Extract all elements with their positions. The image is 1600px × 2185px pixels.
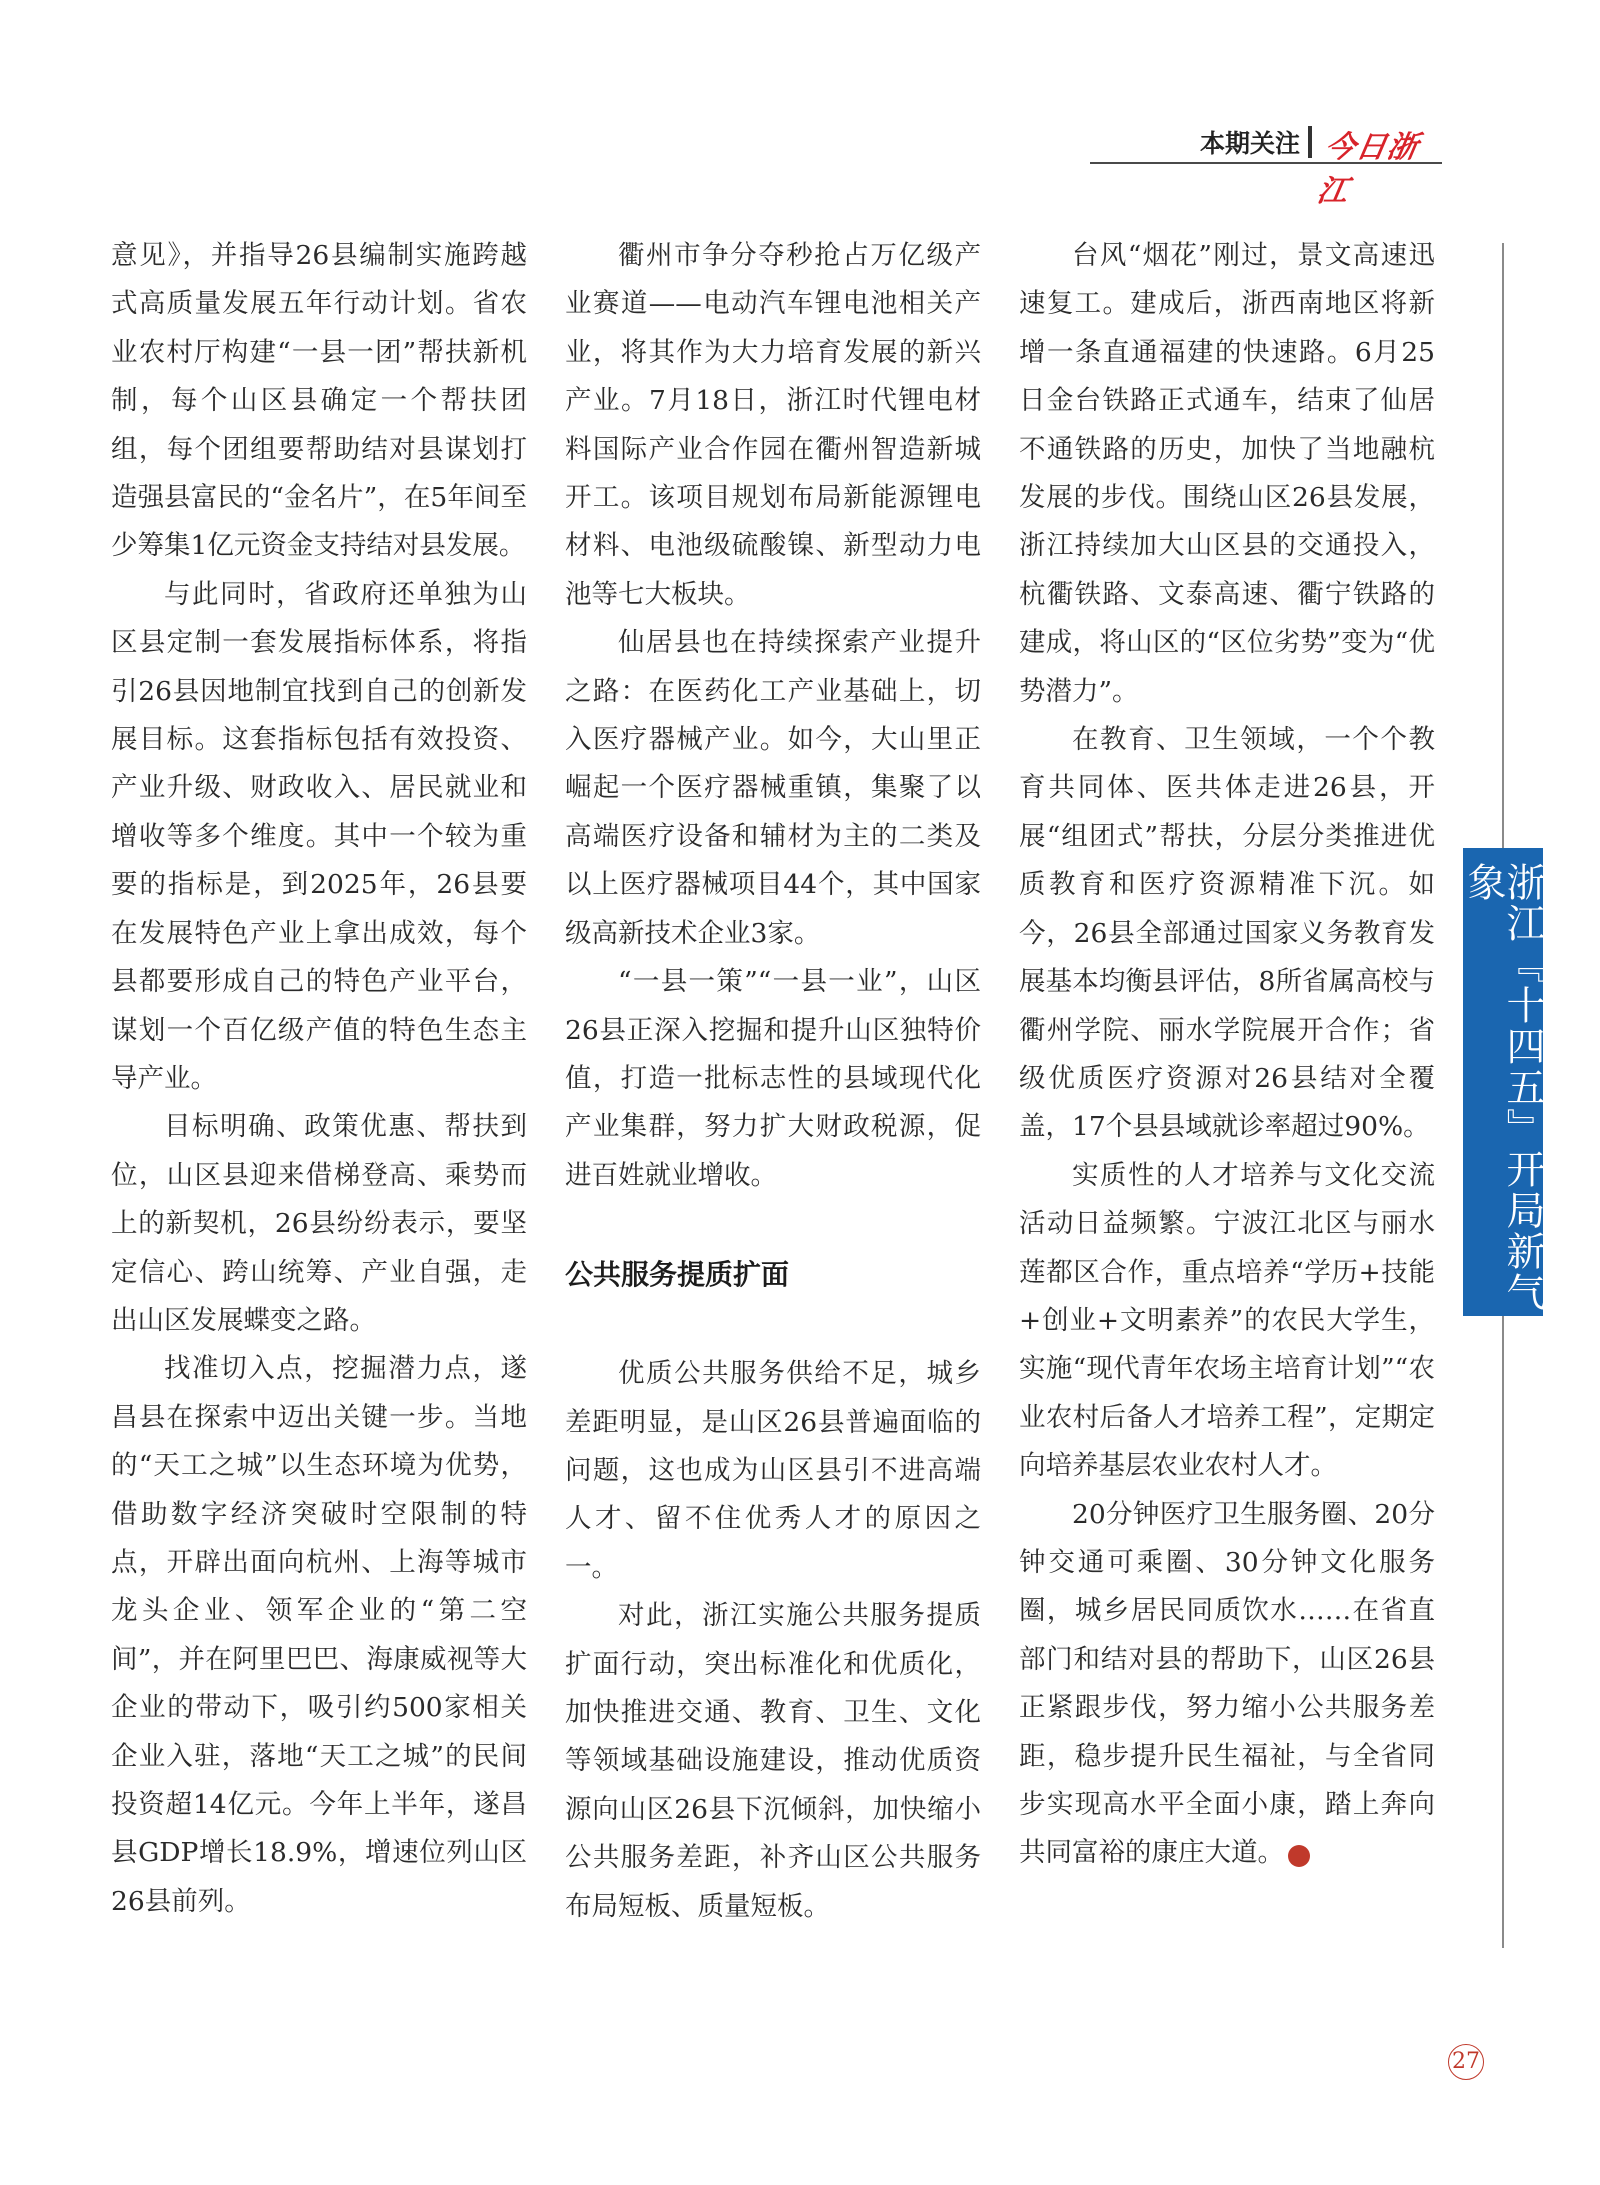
paragraph: 衢州市争分夺秒抢占万亿级产业赛道——电动汽车锂电池相关产业，将其作为大力培育发展的新兴产业。7月18日，浙江时代锂电材料国际产业合作园在衢州智造新城开工。该项目规划布局新能源锂电材料、电池级硫酸镍、新型动力电池等七大板块。 xyxy=(565,240,981,610)
section-heading: 公共服务提质扩面 xyxy=(565,1258,790,1292)
paragraph: 与此同时，省政府还单独为山区县定制一套发展指标体系，将指引26县因地制宜找到自己的创新发展目标。这套指标包括有效投资、产业升级、财政收入、居民就业和增收等多个维度。其中一个较为重要的指标是，到2025年，26县要在发展特色产业上拿出成效，每个县都要形成自己的特色产业平台，谋划一个百亿级产值的特色生态主导产业。 xyxy=(111,578,527,1094)
paragraph: 目标明确、政策优惠、帮扶到位，山区县迎来借梯登高、乘势而上的新契机，26县纷纷表示，要坚定信心、跨山统筹、产业自强，走出山区发展蝶变之路。 xyxy=(111,1111,527,1336)
text-column-2 xyxy=(565,232,981,1931)
text-column-3 xyxy=(1019,232,1435,1878)
side-tab-title: 浙江『十四五』开局新气象 xyxy=(1461,862,1545,1313)
end-mark-icon: 今 xyxy=(1288,1845,1310,1867)
header-section-title: 本期关注 xyxy=(1200,129,1301,158)
paragraph: 优质公共服务供给不足，城乡差距明显，是山区26县普遍面临的问题，这也成为山区县引不进高端人才、留不住优秀人才的原因之一。 xyxy=(565,1358,981,1583)
paragraph: 在教育、卫生领域，一个个教育共同体、医共体走进26县，开展“组团式”帮扶，分层分类推进优质教育和医疗资源精准下沉。如今，26县全部通过国家义务教育发展基本均衡县评估，8所省属高校与衢州学院、丽水学院展开合作；省级优质医疗资源对26县结对全覆盖，17个县县域就诊率超过90%。 xyxy=(1019,724,1435,1143)
text-column-1 xyxy=(111,232,527,1926)
side-section-tab xyxy=(1463,848,1543,1316)
paragraph: 仙居县也在持续探索产业提升之路：在医药化工产业基础上，切入医疗器械产业。如今，大山里正崛起一个医疗器械重镇，集聚了以高端医疗设备和辅材为主的二类及以上医疗器械项目44个，其中国家级高新技术企业3家。 xyxy=(565,627,981,949)
paragraph-last xyxy=(1019,1491,1435,1878)
page-header xyxy=(1090,122,1442,209)
paragraph: 对此，浙江实施公共服务提质扩面行动，突出标准化和优质化，加快推进交通、教育、卫生、文化等领域基础设施建设，推动优质资源向山区26县下沉倾斜，加快缩小公共服务差距，补齐山区公共服务布局短板、质量短板。 xyxy=(565,1600,981,1922)
paragraph: 找准切入点，挖掘潜力点，遂昌县在探索中迈出关键一步。当地的“天工之城”以生态环境为优势，借助数字经济突破时空限制的特点，开辟出面向杭州、上海等城市龙头企业、领军企业的“第二空间”，并在阿里巴巴、海康威视等大企业的带动下，吸引约500家相关企业入驻，落地“天工之城”的民间投资超14亿元。今年上半年，遂昌县GDP增长18.9%，增速位列山区26县前列。 xyxy=(111,1353,527,1917)
paragraph: 台风“烟花”刚过，景文高速迅速复工。建成后，浙西南地区将新增一条直通福建的快速路。6月25日金台铁路正式通车，结束了仙居不通铁路的历史，加快了当地融杭发展的步伐。围绕山区26县发展，浙江持续加大山区县的交通投入，杭衢铁路、文泰高速、衢宁铁路的建成，将山区的“区位劣势”变为“优势潜力”。 xyxy=(1019,240,1435,707)
paragraph-text: 20分钟医疗卫生服务圈、20分钟交通可乘圈、30分钟文化服务圈，城乡居民同质饮水……在省直部门和结对县的帮助下，山区26县正紧跟步伐，努力缩小公共服务差距，稳步提升民生福祉，与全省同步实现高水平全面小康，踏上奔向共同富裕的康庄大道。 xyxy=(1019,1498,1435,1869)
header-divider xyxy=(1308,126,1312,158)
paragraph: 意见》，并指导26县编制实施跨越式高质量发展五年行动计划。省农业农村厅构建“一县一团”帮扶新机制，每个山区县确定一个帮扶团组，每个团组要帮助结对县谋划打造强县富民的“金名片”，在5年间至少筹集1亿元资金支持结对县发展。 xyxy=(111,240,527,562)
paragraph: “一县一策”“一县一业”，山区26县正深入挖掘和提升山区独特价值，打造一批标志性的县域现代化产业集群，努力扩大财政税源，促进百姓就业增收。 xyxy=(565,966,981,1191)
page-number: 27 xyxy=(1448,2044,1484,2080)
magazine-logo: 今日浙江 xyxy=(1314,130,1422,209)
paragraph: 实质性的人才培养与文化交流活动日益频繁。宁波江北区与丽水莲都区合作，重点培养“学历+技能+创业+文明素养”的农民大学生，实施“现代青年农场主培育计划”“农业农村后备人才培养工程”，定期定向培养基层农业农村人才。 xyxy=(1019,1159,1435,1482)
